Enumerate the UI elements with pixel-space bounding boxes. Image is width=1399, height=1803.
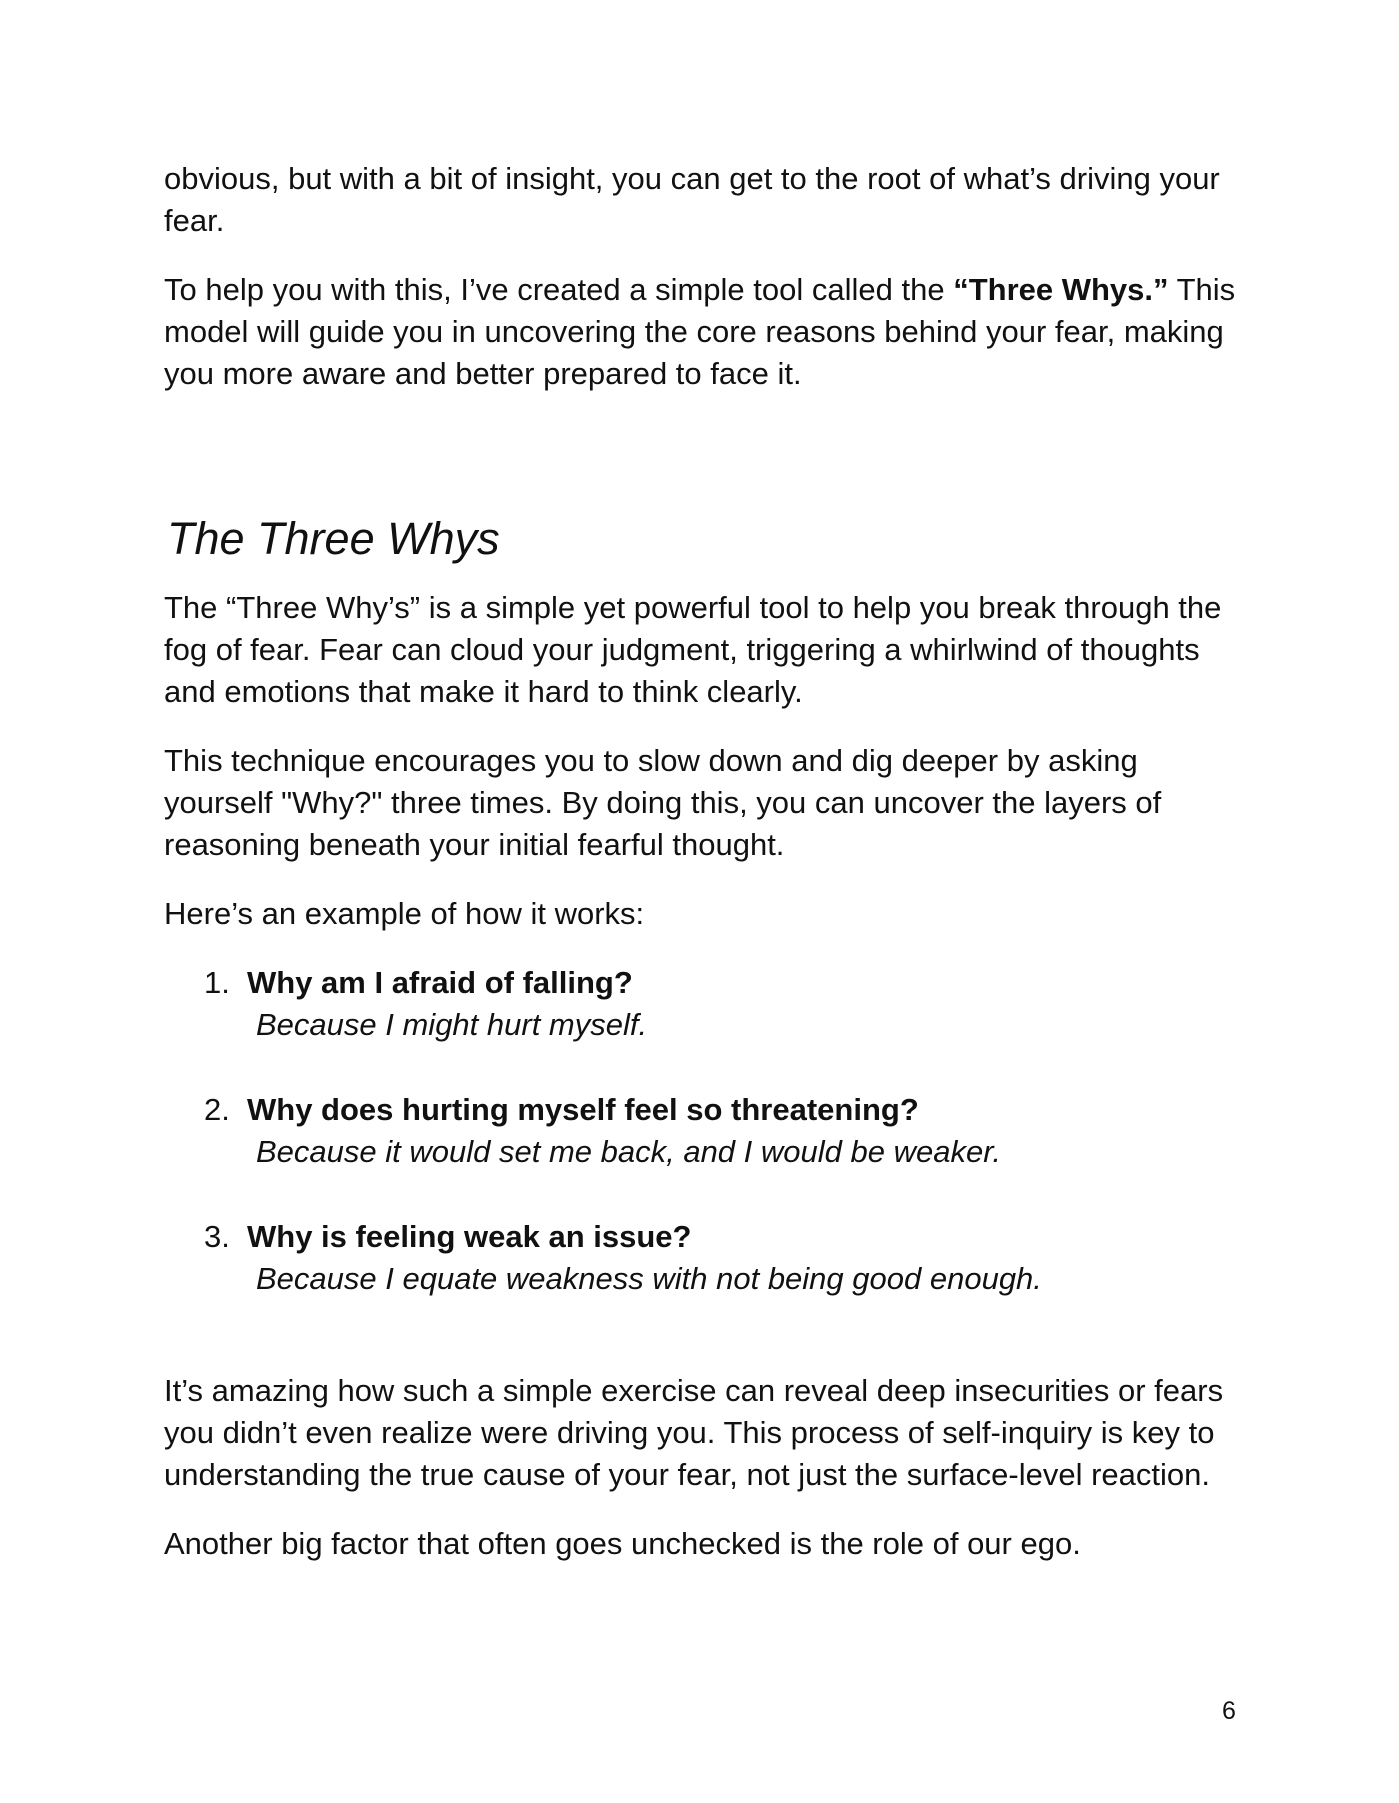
tool-intro-paragraph (164, 269, 1244, 395)
list-item-number: 2. (204, 1092, 230, 1127)
list-item (164, 1089, 1244, 1173)
list-item-question: Why does hurting myself feel so threatening? (247, 1092, 919, 1127)
example-intro: Here’s an example of how it works: (164, 896, 645, 931)
conclusion-paragraph: It’s amazing how such a simple exercise can reveal deep insecurities or fears you didn’t even realize were driving you. This process of self-inquiry is key to understanding the true cause of your fear, not just the surface-level reaction. (164, 1373, 1224, 1492)
list-item-answer: Because I equate weakness with not being good enough. (256, 1261, 1042, 1296)
tool-name-bold: “Three Whys.” (953, 272, 1169, 307)
list-item (164, 962, 1244, 1046)
list-item-number: 3. (204, 1219, 230, 1254)
list-item-number: 1. (204, 965, 230, 1000)
page-content (164, 158, 1244, 1565)
page-number: 6 (1222, 1697, 1236, 1725)
section-heading: The Three Whys (167, 513, 500, 564)
three-whys-list (164, 962, 1244, 1300)
list-item-answer: Because it would set me back, and I would be weaker. (256, 1134, 1001, 1169)
section-paragraph-1: The “Three Why’s” is a simple yet powerful tool to help you break through the fog of fear. Fear can cloud your judgment, triggering a whirlwind of thoughts and emotions that make it hard to think clearly. (164, 590, 1222, 709)
tool-intro-text-end: This model will guide you in uncovering the core reasons behind your fear, making you more aware and better prepared to face it. (164, 272, 1236, 391)
list-item-question: Why is feeling weak an issue? (247, 1219, 692, 1254)
list-item-answer: Because I might hurt myself. (256, 1007, 648, 1042)
closing-paragraph: Another big factor that often goes unchecked is the role of our ego. (164, 1526, 1081, 1561)
list-item (164, 1216, 1244, 1300)
list-item-question: Why am I afraid of falling? (247, 965, 633, 1000)
section-paragraph-2: This technique encourages you to slow down and dig deeper by asking yourself "Why?" three times. By doing this, you can uncover the layers of reasoning beneath your initial fearful thought. (164, 743, 1162, 862)
continuation-paragraph: obvious, but with a bit of insight, you can get to the root of what’s driving your fear. (164, 161, 1220, 238)
tool-intro-text-start: To help you with this, I’ve created a simple tool called the (164, 272, 954, 307)
